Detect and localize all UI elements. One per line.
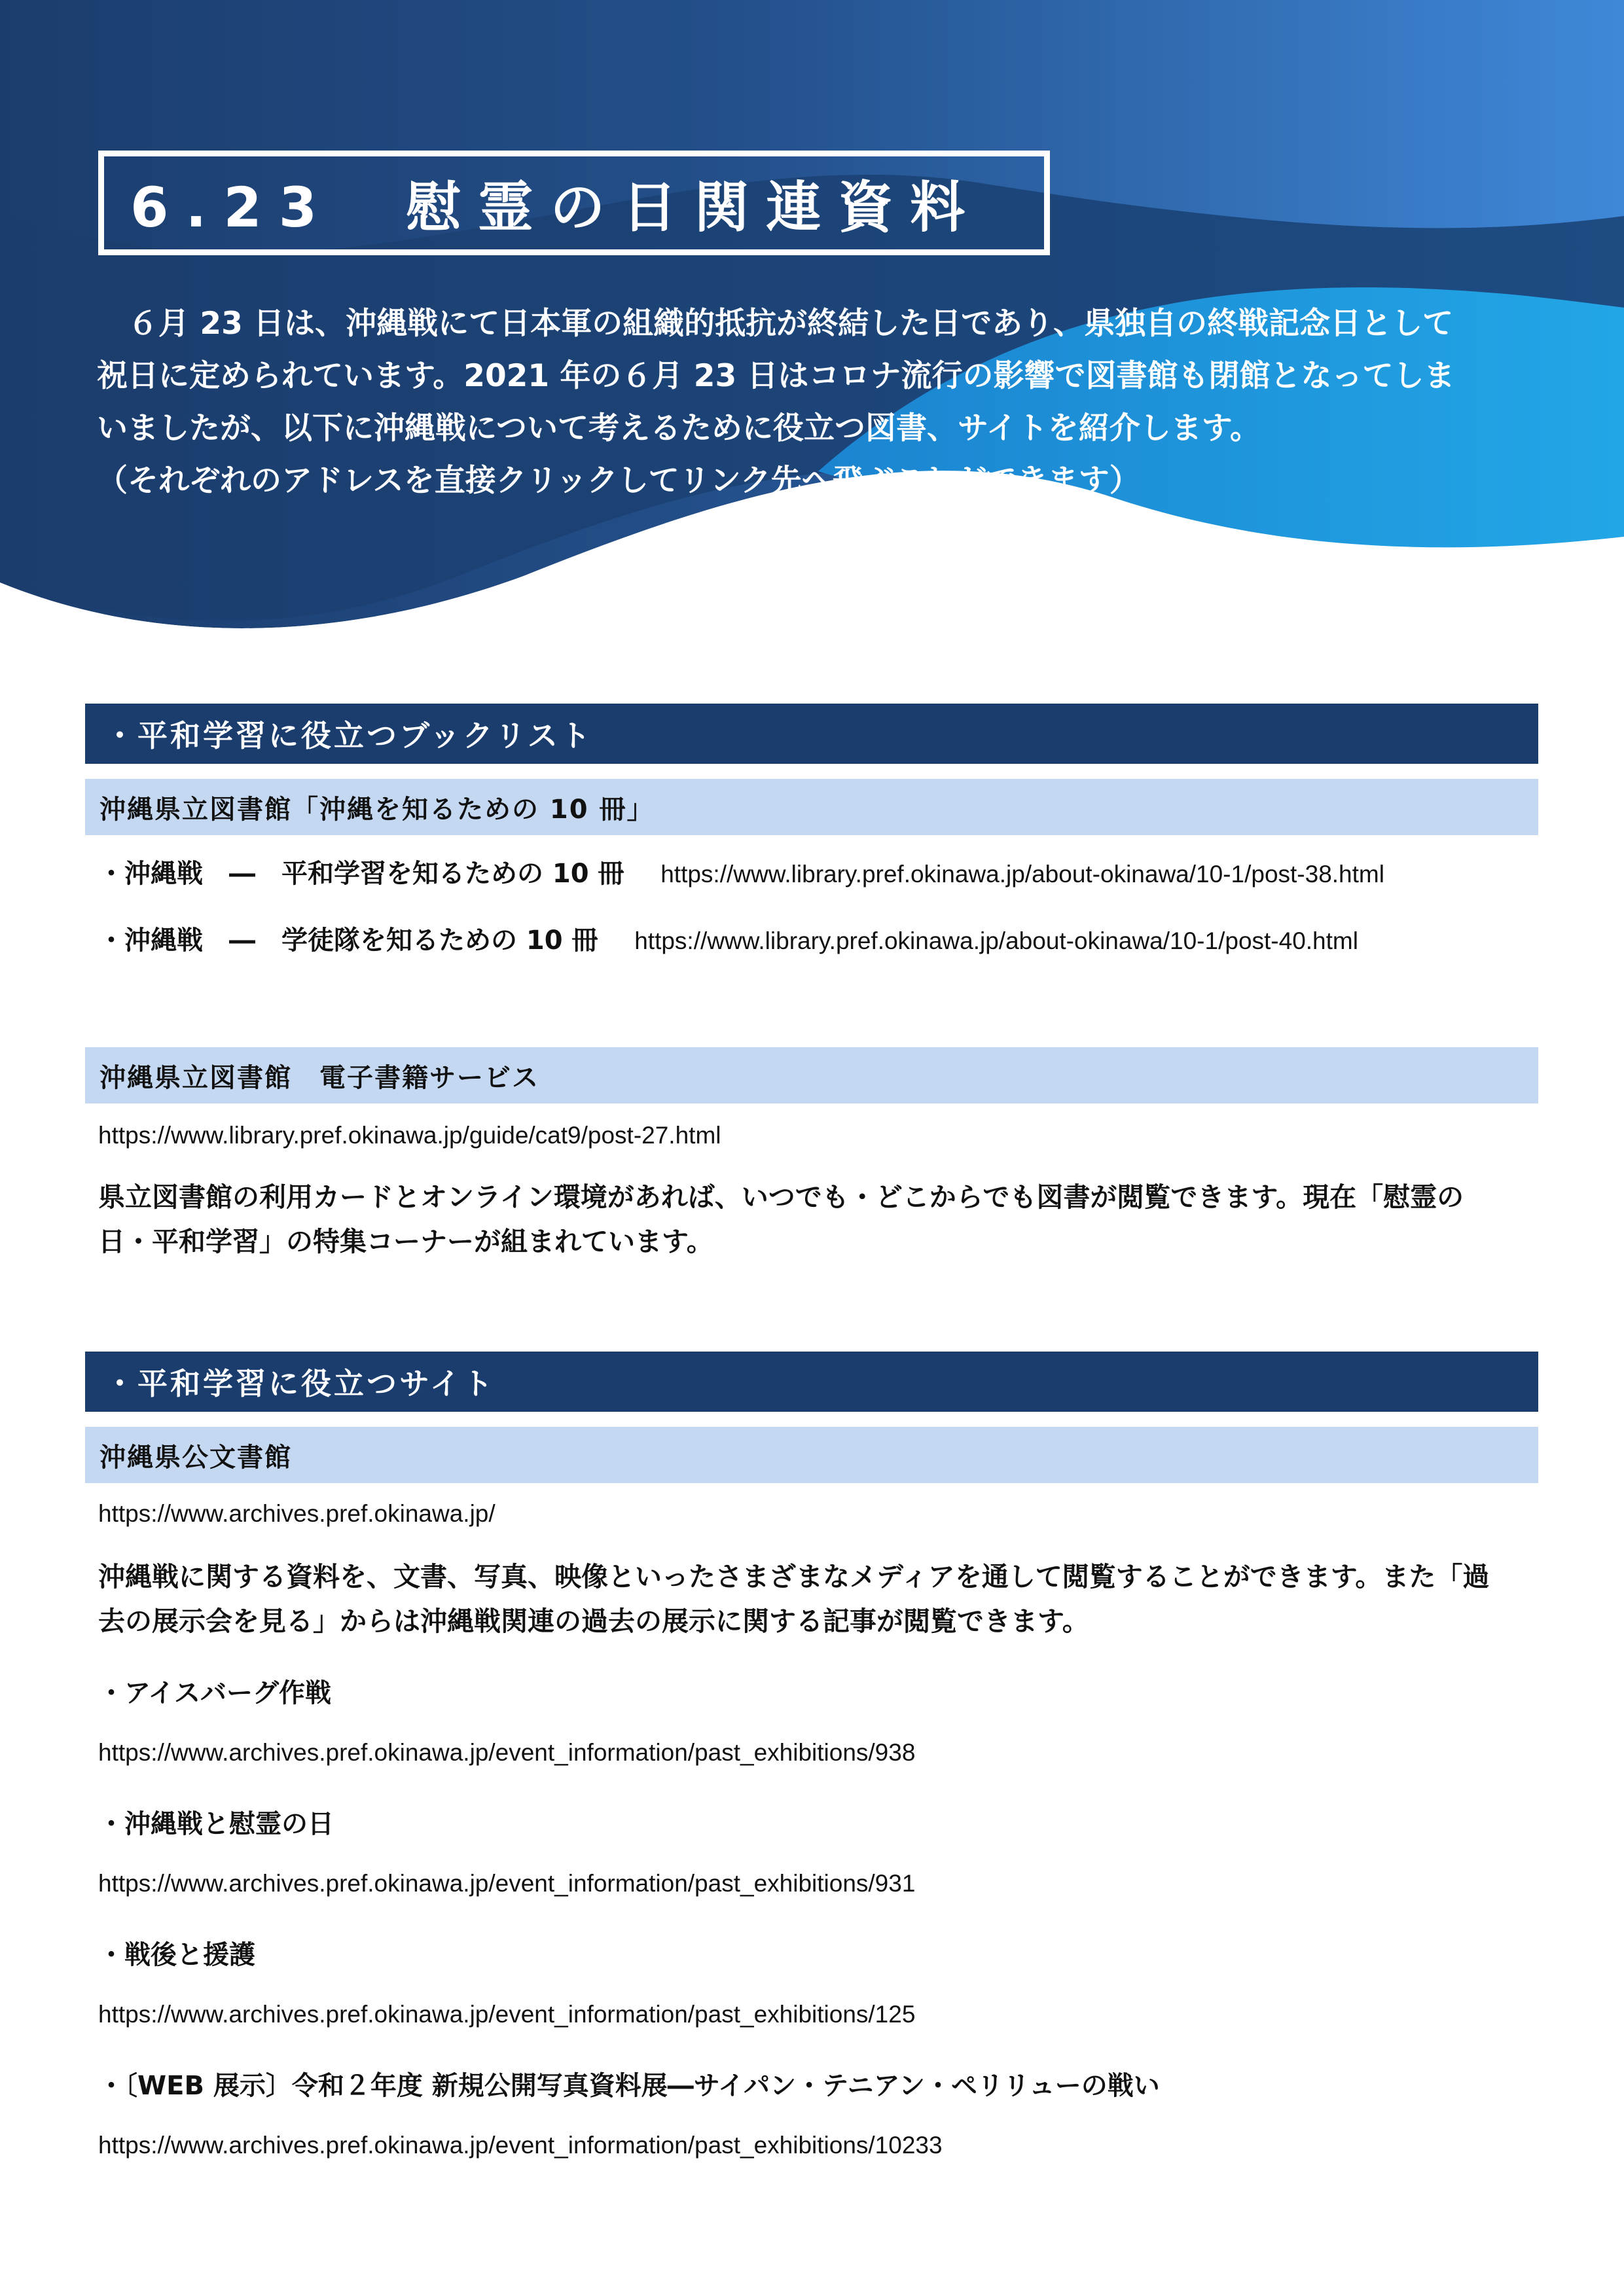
subheading-ebook-service: 沖縄県立図書館 電子書籍サービス <box>85 1047 1538 1103</box>
book-item <box>98 853 1384 890</box>
exhibition-link-row <box>98 2130 943 2159</box>
exhibition-label: ・沖縄戦と慰霊の日 <box>98 1809 334 1839</box>
exhibition-link-row <box>98 1869 915 1897</box>
archives-link-row <box>98 1499 496 1528</box>
hero-banner <box>0 0 1624 655</box>
intro-line: 祝日に定められています。2021 年の６月 23 日はコロナ流行の影響で図書館も閉館となってしま <box>97 358 1455 394</box>
title-box <box>98 151 1050 255</box>
book-item-label: ・沖縄戦 ― 学徒隊を知るための 10 冊 <box>98 925 598 956</box>
exhibition-link[interactable]: https://www.archives.pref.okinawa.jp/event_information/past_exhibitions/125 <box>98 2001 916 2028</box>
exhibition-link[interactable]: https://www.archives.pref.okinawa.jp/event_information/past_exhibitions/10233 <box>98 2132 943 2159</box>
section-heading-sites: ・平和学習に役立つサイト <box>85 1352 1538 1412</box>
desc-line: 沖縄戦に関する資料を、文書、写真、映像といったさまざまなメディアを通して閲覧することができます。また「過 <box>98 1561 1490 1592</box>
subheading-ten-books: 沖縄県立図書館「沖縄を知るための 10 冊」 <box>85 779 1538 835</box>
exhibition-link-row <box>98 2000 915 2028</box>
exhibition-link[interactable]: https://www.archives.pref.okinawa.jp/event_information/past_exhibitions/938 <box>98 1739 916 1766</box>
intro-line: いましたが、以下に沖縄戦について考えるために役立つ図書、サイトを紹介します。 <box>97 410 1261 446</box>
subheading-archives: 沖縄県公文書館 <box>85 1427 1538 1483</box>
desc-line: 日・平和学習」の特集コーナーが組まれています。 <box>98 1226 713 1257</box>
intro-line: ６月 23 日は、沖縄戦にて日本軍の組織的抵抗が終結した日であり、県独自の終戦記念日として <box>97 306 1454 342</box>
exhibition-label: ・〔WEB 展示〕令和２年度 新規公開写真資料展―サイパン・テニアン・ペリリューの戦い <box>98 2071 1160 2101</box>
section-heading-booklist: ・平和学習に役立つブックリスト <box>85 704 1538 764</box>
exhibition-label: ・アイスバーグ作戦 <box>98 1678 331 1708</box>
archives-link[interactable]: https://www.archives.pref.okinawa.jp/ <box>98 1500 496 1527</box>
exhibition-link-row <box>98 1738 915 1767</box>
desc-line: 去の展示会を見る」からは沖縄戦関連の過去の展示に関する記事が閲覧できます。 <box>98 1605 1089 1637</box>
intro-line: （それぞれのアドレスを直接クリックしてリンク先へ飛ぶことができます） <box>97 463 1140 499</box>
archives-description <box>98 1554 1538 1643</box>
book-item <box>98 920 1358 957</box>
book-item-link[interactable]: https://www.library.pref.okinawa.jp/about-okinawa/10-1/post-38.html <box>660 861 1384 888</box>
book-item-link[interactable]: https://www.library.pref.okinawa.jp/about-okinawa/10-1/post-40.html <box>634 927 1358 954</box>
ebook-description <box>98 1175 1538 1264</box>
book-item-label: ・沖縄戦 ― 平和学習を知るための 10 冊 <box>98 859 624 889</box>
exhibition-label: ・戦後と援護 <box>98 1940 255 1970</box>
ebook-link[interactable]: https://www.library.pref.okinawa.jp/guide/cat9/post-27.html <box>98 1122 721 1149</box>
desc-line: 県立図書館の利用カードとオンライン環境があれば、いつでも・どこからでも図書が閲覧できます。現在「慰霊の <box>98 1181 1464 1213</box>
exhibition-link[interactable]: https://www.archives.pref.okinawa.jp/event_information/past_exhibitions/931 <box>98 1870 916 1897</box>
ebook-link-row <box>98 1121 721 1149</box>
intro-text <box>97 298 1530 507</box>
page-title: 6.23 慰霊の日関連資料 <box>130 175 983 240</box>
